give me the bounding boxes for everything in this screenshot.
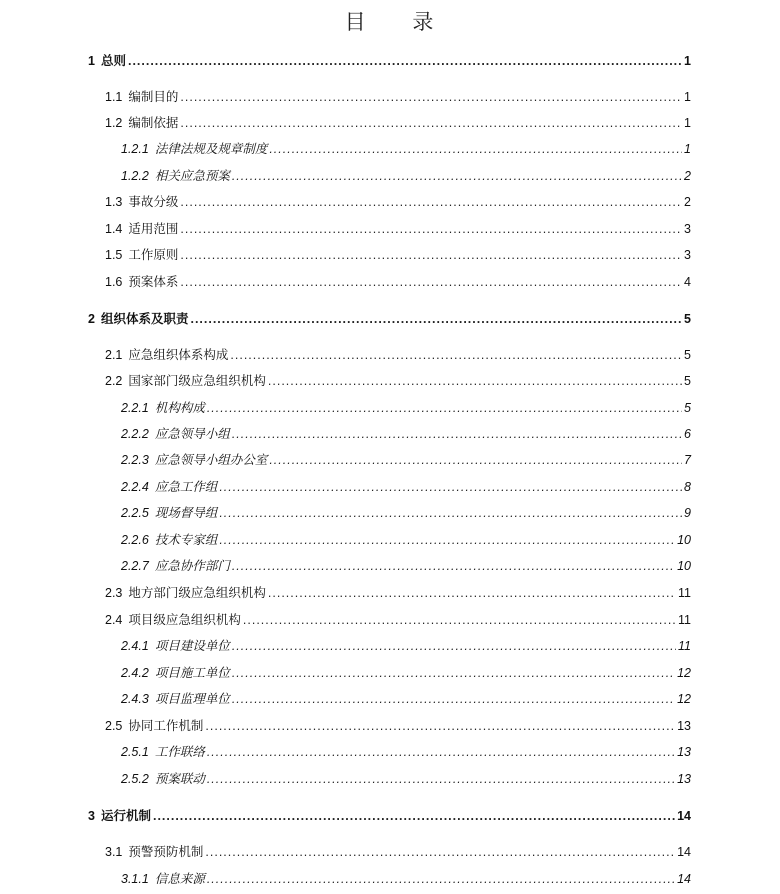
toc-entry-page-number: 14 [677,809,691,823]
toc-entry-number: 1.4 [105,222,123,236]
toc-entry-page-number: 11 [678,586,691,600]
toc-entry[interactable] [121,452,691,468]
dot-leader [180,194,682,210]
toc-entry-page-number: 2 [684,169,691,183]
toc-entry-title: 国家部门级应急组织机构 [128,374,266,388]
toc-entry-page-number: 12 [677,692,691,706]
toc-entry[interactable] [105,89,691,105]
toc-entry-title: 协同工作机制 [128,719,204,733]
dot-leader [232,426,682,442]
toc-entry-title: 项目建设单位 [154,639,230,653]
toc-entry-title: 应急领导小组办公室 [154,453,268,467]
dot-leader [207,744,675,760]
toc-entry[interactable] [88,311,691,327]
toc-entry-number: 2.2 [105,374,123,388]
toc-entry-number: 1.5 [105,248,123,262]
toc-entry-title: 应急组织体系构成 [128,348,229,362]
toc-entry-page-number: 13 [677,745,691,759]
toc-entry-title: 项目施工单位 [154,666,230,680]
toc-entry-page-number: 6 [684,427,691,441]
toc-entry-page-number: 10 [677,533,691,547]
toc-entry-number: 2.2.1 [121,401,149,415]
toc-entry[interactable] [121,691,691,707]
toc-entry-title: 预案体系 [128,275,179,289]
toc-entry[interactable] [121,558,691,574]
toc-entry[interactable] [121,400,691,416]
toc-entry[interactable] [121,532,691,548]
toc-entry-page-number: 5 [684,401,691,415]
dot-leader [269,452,682,468]
toc-entry-page-number: 7 [684,453,691,467]
dot-leader [205,844,675,860]
toc-entry-title: 工作联络 [154,745,205,759]
toc-entry[interactable] [105,585,691,601]
dot-leader [180,274,682,290]
toc-entry[interactable] [105,612,691,628]
toc-entry-number: 2.4.1 [121,639,149,653]
dot-leader [219,479,682,495]
toc-entry-number: 1 [88,54,95,68]
toc-entry-number: 3.1.1 [121,872,149,886]
toc-entry[interactable] [88,808,691,824]
toc-entry-page-number: 11 [678,639,691,653]
toc-entry-page-number: 14 [677,845,691,859]
toc-entry-page-number: 3 [684,222,691,236]
toc-entry-title: 组织体系及职责 [100,312,189,326]
dot-leader [219,532,675,548]
toc-entry-number: 2.2.3 [121,453,149,467]
toc-entry-title: 工作原则 [128,248,179,262]
toc-entry-number: 2.2.5 [121,506,149,520]
toc-entry[interactable] [121,638,691,654]
toc-entry-page-number: 1 [684,90,691,104]
toc-entry-number: 1.3 [105,195,123,209]
toc-entry-number: 2 [88,312,95,326]
toc-entry[interactable] [88,53,691,69]
toc-entry-page-number: 13 [677,719,691,733]
toc-entry-title: 预案联动 [154,772,205,786]
dot-leader [180,115,682,131]
toc-entry-number: 1.2.1 [121,142,149,156]
toc-entry-title: 地方部门级应急组织机构 [128,586,266,600]
dot-leader [180,89,682,105]
toc-entry-number: 2.4 [105,613,123,627]
dot-leader [207,871,675,887]
toc-entry[interactable] [121,141,691,157]
toc-entry-title: 预警预防机制 [128,845,204,859]
toc-entry-number: 1.2 [105,116,123,130]
toc-entry[interactable] [105,718,691,734]
toc-entry-number: 2.4.3 [121,692,149,706]
dot-leader [180,247,682,263]
dot-leader [232,638,676,654]
dot-leader [269,141,682,157]
toc-entry-number: 2.3 [105,586,123,600]
toc-entry-page-number: 8 [684,480,691,494]
toc-entry-page-number: 4 [684,275,691,289]
dot-leader [232,168,682,184]
toc-entry[interactable] [121,771,691,787]
toc-entry-number: 2.5.1 [121,745,149,759]
toc-entry-number: 1.6 [105,275,123,289]
toc-entry-page-number: 3 [684,248,691,262]
toc-entry-number: 2.5 [105,719,123,733]
toc-entry[interactable] [105,194,691,210]
dot-leader [207,400,682,416]
toc-entry-title: 编制依据 [128,116,179,130]
toc-entry-title: 应急领导小组 [154,427,230,441]
toc-entry-page-number: 5 [684,374,691,388]
toc-entry[interactable] [105,274,691,290]
toc-entry[interactable] [121,168,691,184]
dot-leader [153,808,675,824]
toc-entry-number: 2.2.7 [121,559,149,573]
dot-leader [232,558,675,574]
toc-entry-title: 相关应急预案 [154,169,230,183]
toc-entry-title: 机构构成 [154,401,205,415]
toc-entry-title: 项目级应急组织机构 [128,613,241,627]
dot-leader [205,718,675,734]
toc-entry-title: 信息来源 [154,872,205,886]
toc-entry-number: 1.2.2 [121,169,149,183]
toc-entry-page-number: 1 [684,142,691,156]
toc-entry-title: 技术专家组 [154,533,218,547]
toc-entry-title: 应急工作组 [154,480,218,494]
dot-leader [232,665,675,681]
dot-leader [207,771,675,787]
dot-leader [180,221,682,237]
toc-entry-number: 3.1 [105,845,123,859]
toc-entry-page-number: 5 [684,312,691,326]
toc-entry-title: 法律法规及规章制度 [154,142,268,156]
toc-entry-page-number: 5 [684,348,691,362]
toc-entry-title: 运行机制 [100,809,151,823]
toc-entry-number: 2.4.2 [121,666,149,680]
dot-leader [219,505,682,521]
toc-entry-title: 总则 [100,54,126,68]
toc-entry[interactable] [105,844,691,860]
dot-leader [243,612,676,628]
toc-entry-title: 现场督导组 [154,506,218,520]
toc-entry-page-number: 10 [677,559,691,573]
toc-entry-number: 2.1 [105,348,123,362]
toc-entry-number: 3 [88,809,95,823]
toc-entry-number: 2.2.2 [121,427,149,441]
toc-entry-page-number: 12 [677,666,691,680]
toc-entry[interactable] [105,115,691,131]
toc-entry-page-number: 14 [677,872,691,886]
toc-entry-number: 2.2.6 [121,533,149,547]
toc-entry-number: 2.2.4 [121,480,149,494]
toc-entry-title: 项目监理单位 [154,692,230,706]
toc-entry-page-number: 1 [684,54,691,68]
toc-entry[interactable] [105,221,691,237]
toc-entry-title: 事故分级 [128,195,179,209]
toc-entry[interactable] [105,247,691,263]
toc-entry[interactable] [121,505,691,521]
toc-entry-page-number: 13 [677,772,691,786]
dot-leader [268,585,676,601]
toc-entry-title: 应急协作部门 [154,559,230,573]
dot-leader [232,691,675,707]
toc-entry-page-number: 1 [684,116,691,130]
toc-entry-number: 2.5.2 [121,772,149,786]
toc-entry[interactable] [121,744,691,760]
toc-entry-number: 1.1 [105,90,123,104]
toc-entry-title: 适用范围 [128,222,179,236]
toc-entry-page-number: 9 [684,506,691,520]
toc-entry-title: 编制目的 [128,90,179,104]
toc-entry[interactable] [121,665,691,681]
dot-leader [230,347,682,363]
toc-entry-page-number: 2 [684,195,691,209]
toc-entry-page-number: 11 [678,613,691,627]
dot-leader [268,373,682,389]
toc-entry[interactable] [121,426,691,442]
dot-leader [190,311,682,327]
toc-entry[interactable] [121,479,691,495]
toc-entry[interactable] [105,373,691,389]
page-title: 目 录 [344,10,454,34]
toc-entry[interactable] [105,347,691,363]
toc-entry[interactable] [121,871,691,887]
dot-leader [128,53,682,69]
